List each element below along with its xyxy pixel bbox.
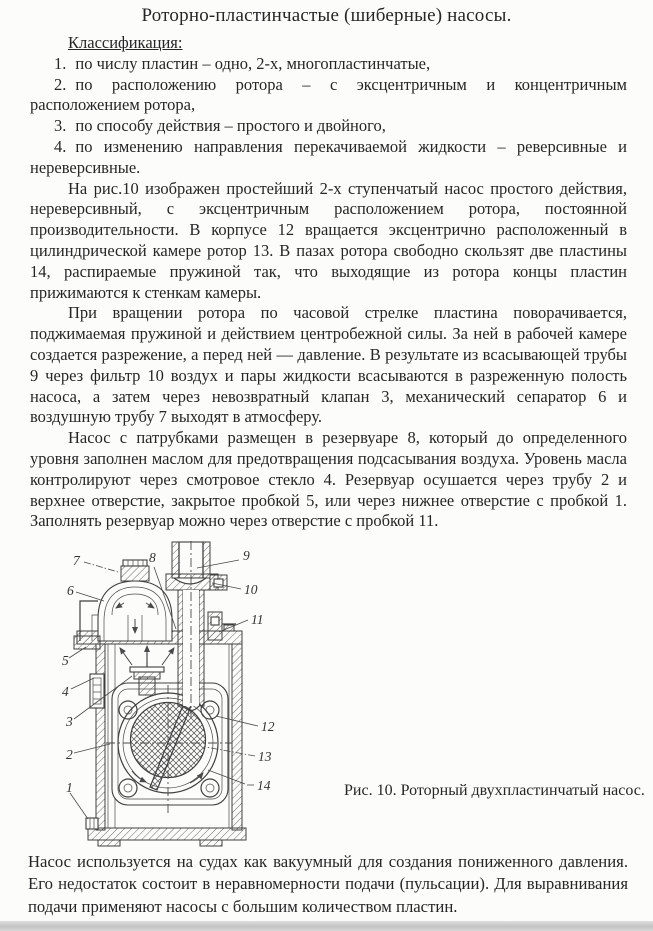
callout-10: 10 [244, 582, 258, 597]
item-text: по изменению направления перекачиваемой жидкости – реверсивные и нереверсивные. [30, 136, 627, 177]
paragraph-usage: Насос используется на судах как вакуумный для создания пониженного давления. Его недостаток состоит в неравномерности подачи (пульсации). Для выравнивания подачи применяют насосы с большим количеством пластин. [28, 852, 628, 916]
page-title: Роторно-пластинчастые (шиберные) насосы. [141, 5, 512, 26]
figure-caption: Рис. 10. Роторный двухпластинчатый насос. [344, 782, 645, 799]
item-number: 3. [54, 116, 67, 136]
callout-3: 3 [66, 714, 73, 729]
callout-14: 14 [257, 778, 271, 793]
callout-8: 8 [149, 550, 156, 565]
callout-11: 11 [251, 612, 264, 627]
callout-12: 12 [261, 719, 275, 734]
classification-item-1 [30, 54, 627, 75]
paragraph-description-3: Насос с патрубками размещен в резервуаре 8, который до определенного уровня заполнен маслом для предотвращения подсасывания воздуха. Уровень масла контролируют через смотровое стекло 4. Резервуар осушается через трубу 2 и верхнее отверстие, закрытое пробкой 5, или через нижнее отверстие с пробкой 1. Заполнять резервуар можно через отверстие с пробкой 11. [30, 428, 627, 531]
item-number: 4. [54, 136, 67, 156]
item-text: по расположению ротора – с эксцентричным и концентричным расположением ротора, [30, 74, 627, 115]
scan-shadow-band [0, 921, 653, 931]
pump-diagram [44, 541, 346, 859]
callout-9: 9 [243, 548, 250, 563]
classification-item-2 [30, 75, 627, 117]
callout-13: 13 [258, 749, 272, 764]
callout-7: 7 [73, 553, 80, 568]
classification-heading: Классификация: [68, 33, 183, 52]
upper-text-block [30, 33, 627, 532]
paragraph-description-1: На рис.10 изображен простейший 2-х ступенчатый насос простого действия, нереверсивный, с эксцентричным расположением ротора, постоянной производительности. В корпусе 12 вращается эксцентрично расположенный в цилиндрической камере ротор 13. В пазах ротора свободно скользят две пластины 14, распираемые пружиной так, что выходящие из ротора концы пластин прижимаются к стенкам камеры. [30, 178, 627, 302]
item-number: 1. [54, 53, 67, 73]
callout-4: 4 [62, 684, 69, 699]
callout-6: 6 [67, 583, 74, 598]
paragraph-description-2: При вращении ротора по часовой стрелке пластина поворачивается, поджимаемая пружиной и действием центробежной силы. За ней в рабочей камере создается разрежение, а перед ней — давление. В результате из всасывающей трубы 9 через фильтр 10 воздух и пары жидкости всасываются в разреженную полость насоса, а затем через невозвратный клапан 3, механический сепаратор 6 и воздушную трубу 7 выходят в атмосферу. [30, 303, 627, 427]
left-elbow-pipe [74, 601, 100, 649]
callout-2: 2 [66, 747, 73, 762]
filler-cap [121, 560, 149, 581]
drain-plug [86, 818, 98, 829]
item-text: по числу пластин – одно, 2-х, многопластинчатые, [75, 53, 431, 73]
item-number: 2. [54, 74, 67, 94]
callout-5: 5 [62, 653, 69, 668]
callout-1: 1 [66, 780, 73, 795]
classification-item-3 [30, 116, 627, 137]
item-text: по способу действия – простого и двойного, [75, 116, 386, 136]
separator-dome [98, 581, 172, 641]
classification-item-4 [30, 137, 627, 179]
